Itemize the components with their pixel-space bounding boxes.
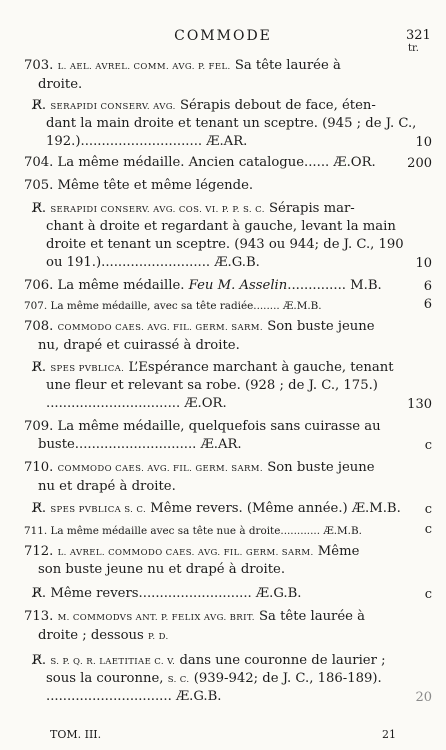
entry-711: 711. La même médaille avec sa tête nue à droite............ Æ.M.B.	[24, 525, 362, 537]
entry-706	[24, 277, 382, 295]
page-mark: tr.	[408, 43, 419, 54]
page-number: 321	[406, 28, 431, 43]
rarity-value: 10	[415, 135, 432, 150]
entry-708-reverse-line-2: une fleur et relevant sa robe. (928 ; de J. C., 175.)	[46, 378, 378, 393]
legend-text: M. COMMODVS ANT. P. FELIX AVG. BRIT.	[57, 613, 255, 623]
entry-710-line-2: nu et drapé à droite.	[38, 479, 176, 494]
entry-703-reverse-line-1	[32, 97, 376, 116]
rarity-value: c	[424, 502, 432, 517]
reverse-mark: R̸.	[32, 360, 47, 375]
entry-708-line-2: nu, drapé et cuirassé à droite.	[38, 338, 240, 353]
entry-713-reverse-line-1	[32, 652, 386, 671]
volume-label: TOM. III.	[50, 728, 102, 741]
rarity-value: 6	[423, 279, 432, 294]
description-text: Même revers. (Même année.) Æ.M.B.	[150, 501, 401, 516]
entry-712-line-1	[24, 543, 359, 562]
rarity-value: 6	[423, 297, 432, 312]
entry-705-reverse-line-2: chant à droite et regardant à gauche, levant la main	[46, 219, 396, 234]
reverse-mark: R̸.	[32, 201, 47, 216]
description-text: Son buste jeune	[267, 460, 375, 475]
metal-label: .............. M.B.	[287, 278, 382, 293]
rarity-value: 10	[415, 256, 432, 271]
entry-703-reverse-line-3	[46, 133, 247, 151]
entry-708-line-1	[24, 318, 375, 337]
entry-number: 713.	[24, 609, 54, 624]
description-text: 704. La même médaille. Ancien catalogue......	[24, 155, 330, 170]
entry-713-reverse-line-2	[46, 670, 382, 689]
description-text: L’Espérance marchant à gauche, tenant	[128, 360, 394, 375]
entry-710-reverse	[32, 500, 401, 519]
description-text: 706. La même médaille.	[24, 278, 185, 293]
entry-703-line-2: droite.	[38, 77, 83, 92]
description-text: Même	[317, 544, 360, 559]
entry-number: 703.	[24, 58, 54, 73]
legend-text: P. D.	[148, 632, 169, 642]
rarity-value: 130	[407, 397, 432, 412]
description-text: Sa tête laurée à	[259, 609, 366, 624]
entry-number: 708.	[24, 319, 54, 334]
entry-713-line-1	[24, 608, 365, 627]
entry-703-reverse-line-2: dant la main droite et tenant un sceptre. (945 ; de J. C.,	[46, 116, 417, 131]
metal-label: Æ.G.B.	[214, 255, 260, 270]
description-text: Son buste jeune	[267, 319, 375, 334]
provenance-text: Feu M. Asselin	[188, 278, 288, 293]
reverse-mark: R̸.	[32, 98, 47, 113]
rarity-value: 200	[407, 156, 432, 171]
legend-text: COMMODO CAES. AVG. FIL. GERM. SARM.	[57, 464, 263, 474]
legend-text: SPES PVBLICA S. C.	[50, 505, 147, 515]
entry-713-reverse-line-3: .............................. Æ.G.B.	[46, 689, 222, 704]
description-text: (939-942; de J. C., 186-189).	[193, 671, 382, 686]
legend-text: SERAPIDI CONSERV. AVG. COS. VI. P. P. S. C.	[50, 205, 265, 215]
metal-label: Æ.OR.	[333, 155, 376, 170]
reverse-mark: R̸.	[32, 501, 47, 516]
entry-710-line-1	[24, 459, 375, 478]
description-text: dans une couronne de laurier ;	[179, 653, 386, 668]
legend-text: SPES PVBLICA.	[50, 364, 125, 374]
entry-707: 707. La même médaille, avec sa tête radiée........ Æ.M.B.	[24, 300, 322, 312]
rarity-value: 20	[415, 690, 432, 705]
reverse-mark: R̸.	[32, 653, 47, 668]
entry-709-line-1: 709. La même médaille, quelquefois sans cuirasse au	[24, 419, 381, 434]
entry-704	[24, 154, 376, 172]
legend-text: S. C.	[167, 675, 190, 685]
entry-712-reverse: R̸. Même revers........................... Æ.G.B.	[32, 586, 302, 601]
entry-713-line-2	[38, 627, 169, 646]
legend-text: COMMODO CAES. AVG. FIL. GERM. SARM.	[57, 323, 263, 333]
entry-709-line-2: buste............................. Æ.AR.	[38, 437, 242, 452]
entry-705-reverse-line-4	[46, 254, 260, 272]
leader-dots: 192.).............................	[46, 134, 203, 149]
running-title: COMMODE	[174, 28, 272, 44]
entry-number: 710.	[24, 460, 54, 475]
rarity-value: c	[424, 438, 432, 453]
rarity-value: c	[424, 522, 432, 537]
entry-number: 712.	[24, 544, 54, 559]
entry-705: 705. Même tête et même légende.	[24, 178, 254, 193]
description-text: droite ; dessous	[38, 628, 144, 643]
entry-705-reverse-line-3: droite et tenant un sceptre. (943 ou 944; de J. C., 190	[46, 237, 404, 252]
legend-text: SERAPIDI CONSERV. AVG.	[50, 102, 176, 112]
legend-text: L. AEL. AVREL. COMM. AVG. P. FEL.	[57, 62, 231, 72]
description-text: ou 191.)..........................	[46, 255, 211, 270]
entry-705-reverse-line-1	[32, 200, 355, 219]
entry-703-line-1	[24, 57, 341, 76]
entry-708-reverse-line-3: ................................ Æ.OR.	[46, 396, 227, 411]
signature-mark: 21	[382, 728, 396, 741]
description-text: Sérapis mar-	[269, 201, 355, 216]
entry-708-reverse-line-1	[32, 359, 394, 378]
legend-text: S. P. Q. R. LAETITIAE C. V.	[50, 657, 176, 667]
entry-712-line-2: son buste jeune nu et drapé à droite.	[38, 562, 286, 577]
description-text: Sérapis debout de face, éten-	[179, 98, 376, 113]
rarity-value: c	[424, 587, 432, 602]
metal-label: Æ.AR.	[206, 134, 248, 149]
description-text: sous la couronne,	[46, 671, 164, 686]
description-text: Sa tête laurée à	[234, 58, 341, 73]
legend-text: L. AVREL. COMMODO CAES. AVG. FIL. GERM. SARM.	[57, 548, 314, 558]
